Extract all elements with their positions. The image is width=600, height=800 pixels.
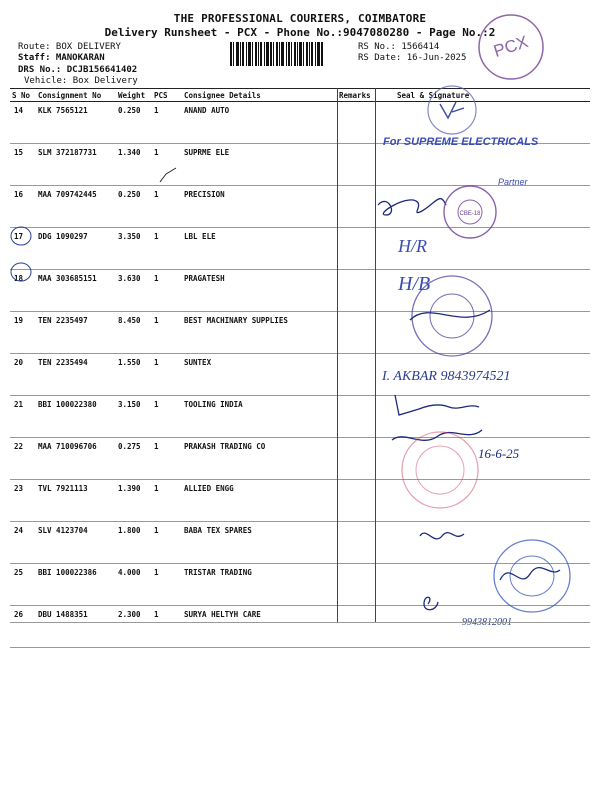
cell-pcs: 1 xyxy=(152,480,182,522)
cell-consignee: BEST MACHINARY SUPPLIES xyxy=(182,312,337,354)
document-title: THE PROFESSIONAL COURIERS, COIMBATORE xyxy=(173,12,427,25)
cell-sno: 19 xyxy=(10,312,36,354)
cell-pcs: 1 xyxy=(152,354,182,396)
cell-pcs: 1 xyxy=(152,270,182,312)
cell-consignment: TEN 2235494 xyxy=(36,354,116,396)
cell-pcs: 1 xyxy=(152,522,182,564)
signature-scribble xyxy=(500,568,560,580)
tristar-stamp xyxy=(494,540,570,612)
route-label: Route: BOX DELIVERY xyxy=(18,42,121,52)
cell-weight: 3.350 xyxy=(116,228,152,270)
cell-pcs: 1 xyxy=(152,564,182,606)
signature-scribble xyxy=(395,395,479,415)
cell-sno: 17 xyxy=(10,228,36,270)
cell-weight: 4.000 xyxy=(116,564,152,606)
pcx-stamp-text: PCX xyxy=(491,32,531,61)
cell-sno: 20 xyxy=(10,354,36,396)
cell-weight: 0.250 xyxy=(116,186,152,228)
cell-sno: 22 xyxy=(10,438,36,480)
signature-scribble xyxy=(440,102,464,118)
cell-consignment: KLK 7565121 xyxy=(36,102,116,144)
cell-pcs: 1 xyxy=(152,312,182,354)
cell-consignment: TEN 2235497 xyxy=(36,312,116,354)
signature-scribble xyxy=(378,199,446,215)
cell-consignee: BABA TEX SPARES xyxy=(182,522,337,564)
col-consignee: Consignee Details xyxy=(182,89,337,102)
cell-weight: 8.450 xyxy=(116,312,152,354)
table-bottom-border xyxy=(10,622,590,623)
cell-consignee: ANAND AUTO xyxy=(182,102,337,144)
cell-sno: 25 xyxy=(10,564,36,606)
cell-pcs: 1 xyxy=(152,144,182,186)
cell-consignee: SURYA HELTYH CARE xyxy=(182,606,337,648)
col-consignment: Consignment No xyxy=(36,89,116,102)
cell-consignment: DBU 1488351 xyxy=(36,606,116,648)
date-note: 16-6-25 xyxy=(478,446,520,461)
tick-mark xyxy=(160,168,176,182)
rs-date: RS Date: 16-Jun-2025 xyxy=(358,53,467,63)
cell-weight: 3.150 xyxy=(116,396,152,438)
signature-scribble xyxy=(410,310,490,320)
cell-pcs: 1 xyxy=(152,186,182,228)
cell-consignment: TVL 7921113 xyxy=(36,480,116,522)
col-sno: S No xyxy=(10,89,36,102)
cell-sno: 16 xyxy=(10,186,36,228)
cell-weight: 0.275 xyxy=(116,438,152,480)
circle-mark xyxy=(11,263,31,281)
cell-consignment: SLV 4123704 xyxy=(36,522,116,564)
cell-consignee: TRISTAR TRADING xyxy=(182,564,337,606)
cell-consignee: SUPRME ELE xyxy=(182,144,337,186)
document-subtitle: Delivery Runsheet - PCX - Phone No.:9047080280 - Page No.:2 xyxy=(104,26,496,39)
cbe18-text: CBE-18 xyxy=(459,211,481,217)
cell-sno: 26 xyxy=(10,606,36,648)
drs-number: DRS No.: DCJB156641402 xyxy=(18,65,138,75)
hr-initials: H/R xyxy=(398,236,427,256)
cell-consignment: SLM 372187731 xyxy=(36,144,116,186)
cell-consignee: ALLIED ENGG xyxy=(182,480,337,522)
col-pcs: PCS xyxy=(152,89,182,102)
circle-mark xyxy=(11,227,31,245)
cell-sno: 21 xyxy=(10,396,36,438)
cell-weight: 2.300 xyxy=(116,606,152,648)
col-remarks: Remarks xyxy=(337,89,375,102)
vehicle-label: Vehicle: Box Delivery xyxy=(24,76,138,86)
cell-sno: 14 xyxy=(10,102,36,144)
cell-consignee: SUNTEX xyxy=(182,354,337,396)
cell-consignment: DDG 1090297 xyxy=(36,228,116,270)
cell-consignment: MAA 709742445 xyxy=(36,186,116,228)
supreme-stamp-text: For SUPREME ELECTRICALS xyxy=(383,136,539,148)
cell-weight: 1.390 xyxy=(116,480,152,522)
staff-label: Staff: MANOKARAN xyxy=(18,53,105,63)
cell-sno: 15 xyxy=(10,144,36,186)
cell-sno: 24 xyxy=(10,522,36,564)
cell-consignee: LBL ELE xyxy=(182,228,337,270)
cell-consignment: MAA 710096706 xyxy=(36,438,116,480)
cell-sno: 18 xyxy=(10,270,36,312)
akbar-note: I. AKBAR 9843974521 xyxy=(382,369,511,384)
cell-consignee: PRAKASH TRADING CO xyxy=(182,438,337,480)
cell-weight: 1.340 xyxy=(116,144,152,186)
signature-scribble xyxy=(420,533,464,539)
cell-consignee: PRECISION xyxy=(182,186,337,228)
cell-consignment: BBI 100022386 xyxy=(36,564,116,606)
prakash-trading-stamp xyxy=(402,432,478,508)
hr-initials: H/B xyxy=(398,273,431,295)
rs-number: RS No.: 1566414 xyxy=(358,42,440,52)
cell-pcs: 1 xyxy=(152,228,182,270)
signature-scribble xyxy=(424,597,438,610)
surya-phone: 9943812001 xyxy=(462,617,512,628)
cell-consignment: BBI 100022380 xyxy=(36,396,116,438)
cell-weight: 1.550 xyxy=(116,354,152,396)
cell-weight: 3.630 xyxy=(116,270,152,312)
cell-sno: 23 xyxy=(10,480,36,522)
cell-consignee: PRAGATESH xyxy=(182,270,337,312)
cell-consignee: TOOLING INDIA xyxy=(182,396,337,438)
cell-pcs: 1 xyxy=(152,606,182,648)
col-weight: Weight xyxy=(116,89,152,102)
cell-weight: 0.250 xyxy=(116,102,152,144)
cell-pcs: 1 xyxy=(152,438,182,480)
cell-pcs: 1 xyxy=(152,102,182,144)
cell-pcs: 1 xyxy=(152,396,182,438)
partner-text: Partner xyxy=(498,177,528,187)
cell-weight: 1.800 xyxy=(116,522,152,564)
col-signature: Seal & Signature xyxy=(375,89,590,102)
cell-consignment: MAA 303685151 xyxy=(36,270,116,312)
